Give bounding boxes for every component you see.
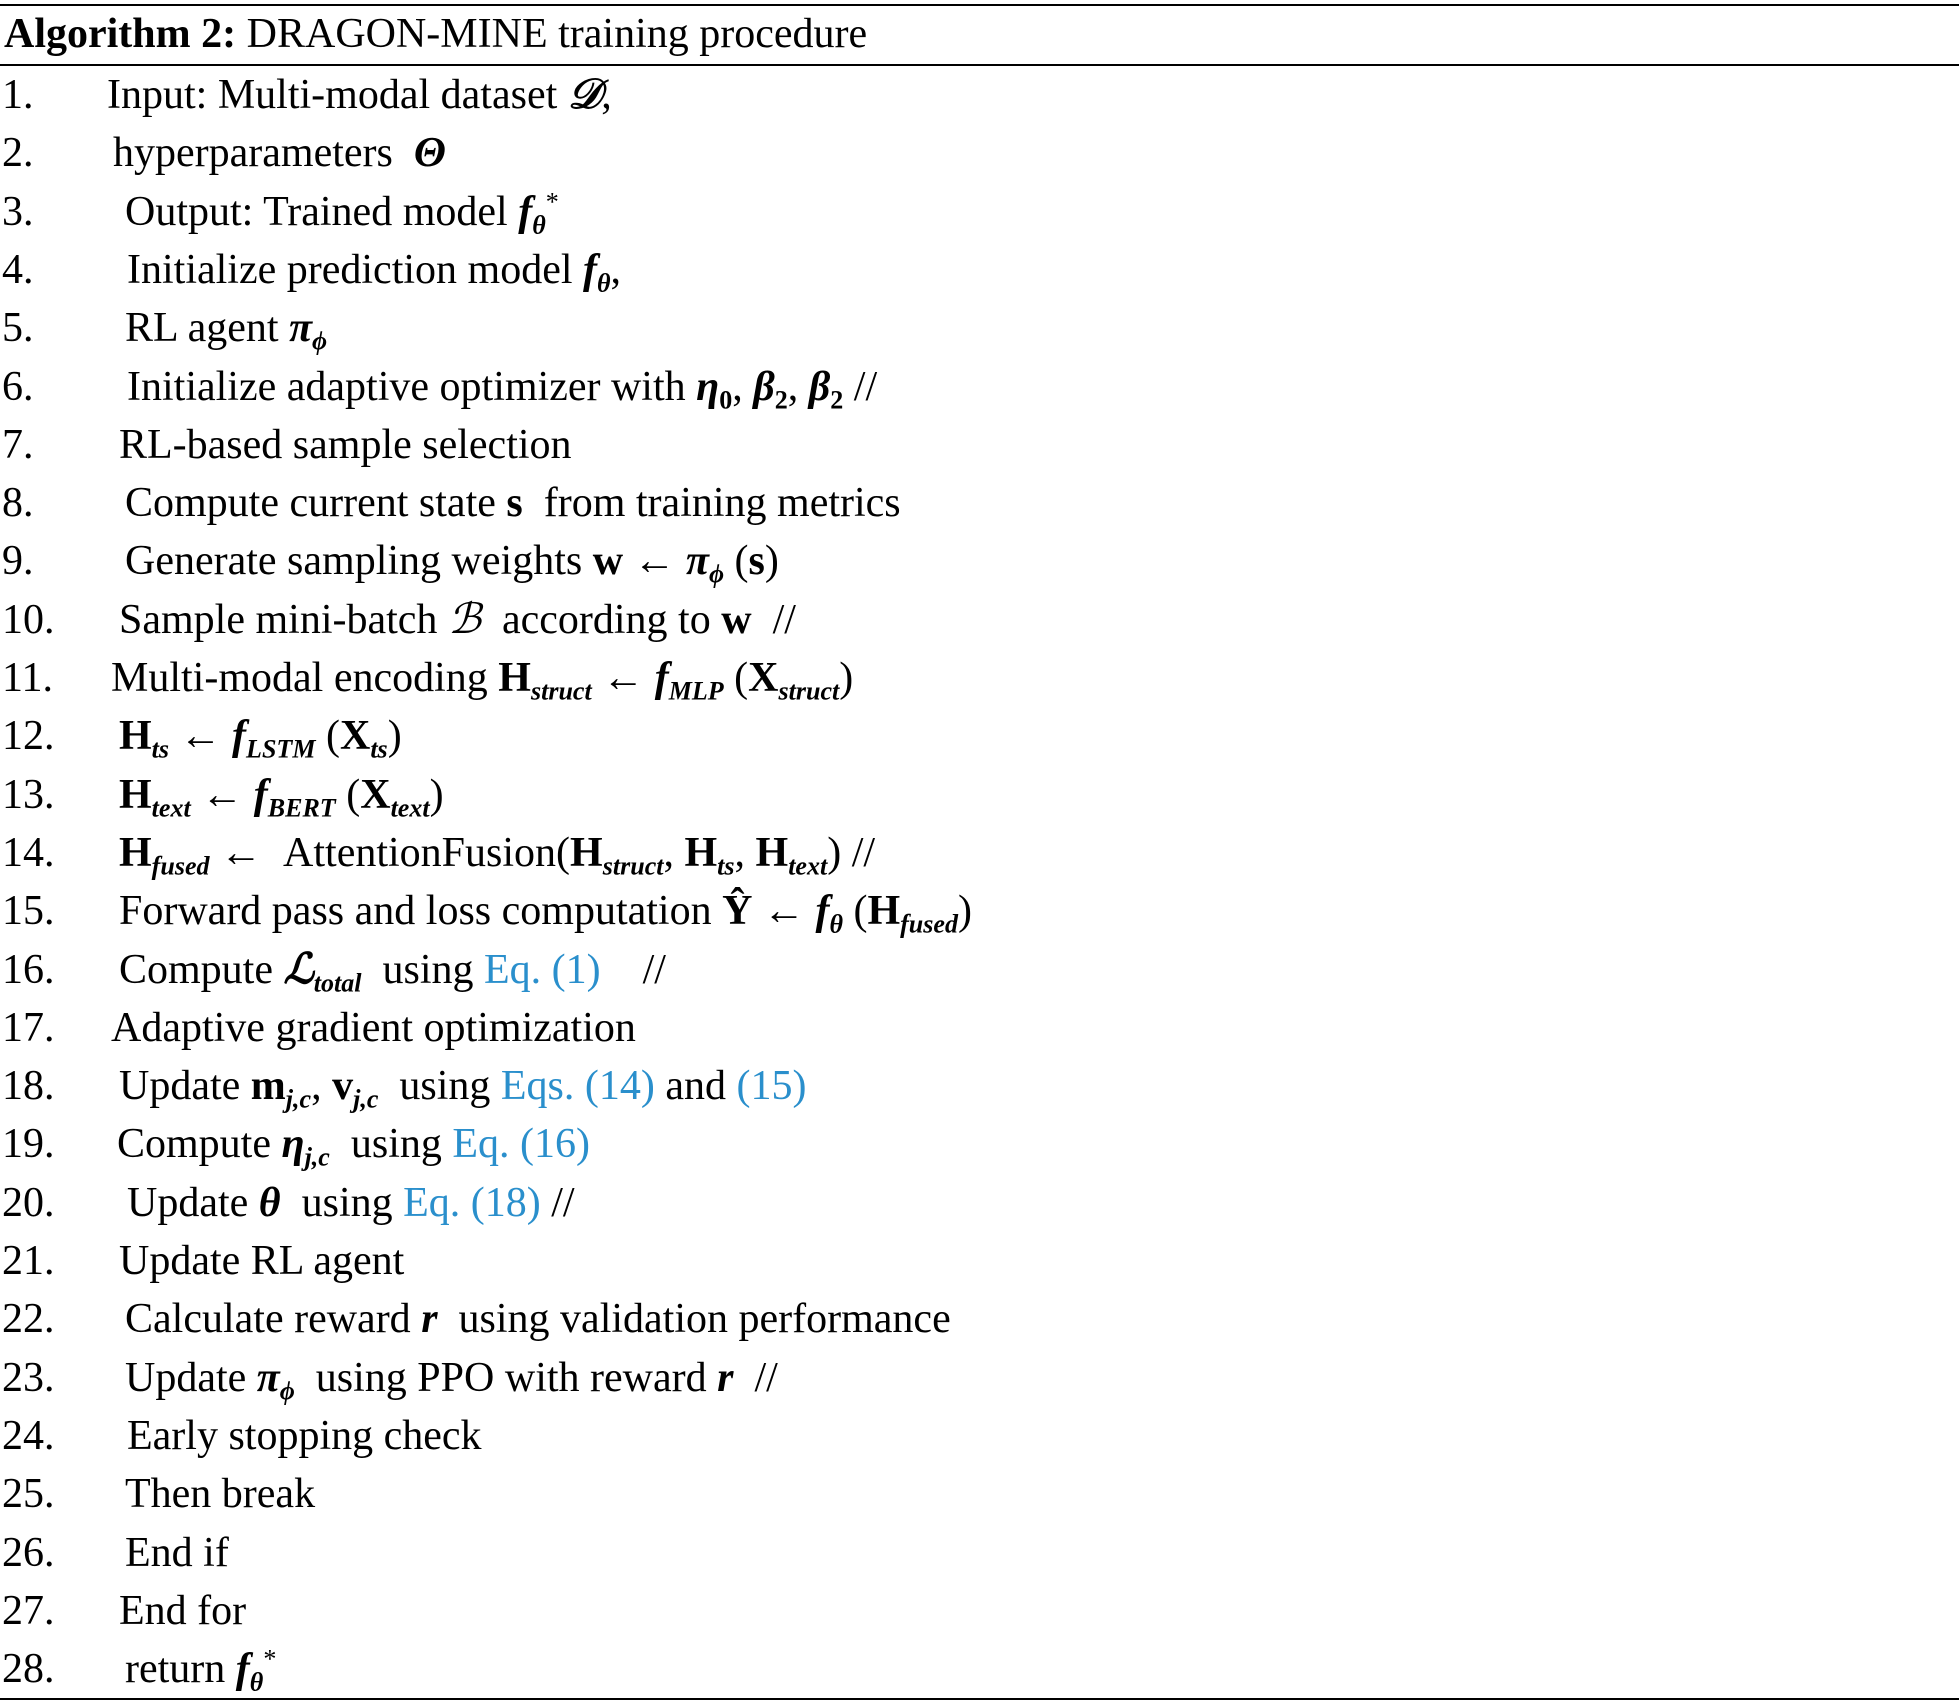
- line-number: 28.: [2, 1646, 55, 1693]
- line-number: 24.: [2, 1412, 55, 1459]
- line-number: 7.: [2, 421, 34, 468]
- line-text: RL agent $\pi_\phi$: [125, 305, 328, 356]
- line-number: 12.: [2, 713, 55, 760]
- line-number: 13.: [2, 771, 55, 818]
- line-number: 18.: [2, 1063, 55, 1110]
- line-number: 26.: [2, 1529, 55, 1576]
- line-number: 17.: [2, 1004, 55, 1051]
- line-text: Sample mini-batch ℬ according to w //: [119, 596, 796, 643]
- line-text: Input: Multi-modal dataset 𝒟,: [107, 72, 612, 118]
- line-text: $H_{fused}$ ← $AttentionFusion(H_{struct}$, $H_{ts}$, $H_{text}$) //: [119, 829, 876, 881]
- line-number: 27.: [2, 1587, 55, 1634]
- line-text: Generate sampling weights w ← $\pi_\phi$ (s): [125, 538, 779, 589]
- line-number: 23.: [2, 1354, 55, 1401]
- equation-reference-link[interactable]: Eq. (1): [484, 946, 601, 993]
- line-number: 22.: [2, 1296, 55, 1343]
- line-text: $H_{text}$ ← $f_{BERT}$ $(X_{text})$: [119, 771, 444, 822]
- equation-reference-link[interactable]: (15): [736, 1063, 807, 1110]
- line-text: Update θ using Eq. (18) //: [127, 1179, 575, 1226]
- line-text: hyperparameters Θ: [113, 130, 446, 177]
- line-number: 19.: [2, 1121, 55, 1168]
- line-text: Update $m_{j,c}$, $v_{j,c}$ using Eqs. (14) and (15): [119, 1063, 807, 1114]
- line-text: Adaptive gradient optimization: [111, 1004, 636, 1051]
- line-text: Forward pass and loss computation Ŷ ← $f_\theta$ $(H_{fused})$: [119, 888, 972, 939]
- line-text: Initialize adaptive optimizer with $\eta_0$, $\beta_2$, $\beta_2$ //: [127, 363, 878, 414]
- line-text: return $f_\theta^*$: [125, 1644, 277, 1697]
- line-text: Update RL agent: [119, 1238, 405, 1284]
- line-number: 3.: [2, 188, 34, 235]
- line-text: Calculate reward r using validation performance: [125, 1296, 951, 1343]
- algorithm-label: Algorithm 2:: [4, 11, 237, 57]
- line-number: 9.: [2, 538, 34, 585]
- line-number: 11.: [2, 655, 53, 701]
- line-text: Multi-modal encoding $H_{struct}$ ← $f_{MLP}$ $(X_{struct})$: [111, 655, 854, 706]
- line-number: 5.: [2, 305, 34, 352]
- algorithm-caption: [4, 6, 867, 62]
- line-number: 14.: [2, 829, 55, 876]
- equation-reference-link[interactable]: Eqs. (14): [500, 1063, 655, 1110]
- line-number: 2.: [2, 130, 34, 177]
- equation-reference-link[interactable]: Eq. (16): [452, 1121, 591, 1168]
- line-text: Output: Trained model $f_\theta^*$: [125, 187, 559, 239]
- line-text: Initialize prediction model $f_\theta$,: [127, 246, 622, 298]
- line-number: 4.: [2, 246, 34, 293]
- line-text: Compute ℒ$_{total}$ using Eq. (1) //: [119, 946, 666, 997]
- line-text: End for: [119, 1587, 247, 1634]
- line-text: Then break: [125, 1471, 316, 1518]
- line-number: 20.: [2, 1179, 55, 1226]
- line-number: 21.: [2, 1238, 55, 1284]
- line-text: Early stopping check: [127, 1412, 482, 1459]
- line-number: 6.: [2, 363, 34, 410]
- line-number: 25.: [2, 1471, 55, 1518]
- line-text: $H_{ts}$ ← $f_{LSTM}$ $(X_{ts})$: [119, 713, 402, 764]
- line-number: 10.: [2, 596, 55, 643]
- line-text: RL-based sample selection: [119, 421, 572, 468]
- algorithm-title: DRAGON-MINE training procedure: [246, 11, 868, 57]
- line-text: End if: [125, 1529, 229, 1576]
- line-number: 1.: [2, 72, 34, 118]
- bottom-rule: [0, 1698, 1959, 1700]
- line-text: Compute $\eta_{j,c}$ using Eq. (16): [117, 1121, 591, 1172]
- line-text: Compute current state s from training metrics: [125, 480, 901, 527]
- line-number: 16.: [2, 946, 55, 993]
- line-text: Update $\pi_\phi$ using PPO with reward r //: [125, 1354, 778, 1405]
- line-number: 8.: [2, 480, 34, 527]
- line-number: 15.: [2, 888, 55, 935]
- equation-reference-link[interactable]: Eq. (18): [403, 1179, 541, 1226]
